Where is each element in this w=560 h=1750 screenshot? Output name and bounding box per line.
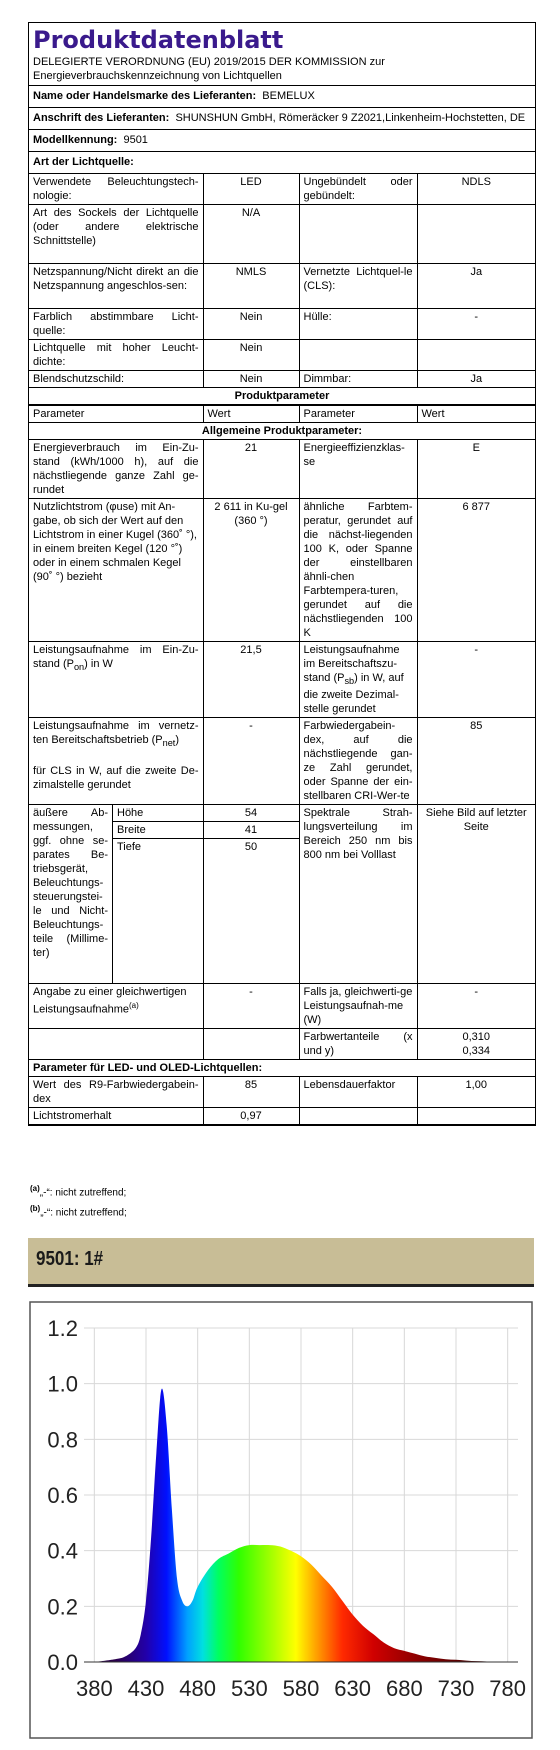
regulation-text: DELEGIERTE VERORDNUNG (EU) 2019/2015 DER KOMMISSION zur Energieverbrauchskennzeichnung von Lichtquellen: [33, 56, 385, 82]
flux-label: Nutzlichtstrom (φuse) mit An-gabe, ob sich der Wert auf den Lichtstrom in einer Kugel (360˚ °), in einem breiten Kegel (120 °˚) oder in einem schmalen Kegel (90˚ °) bezieht: [29, 499, 203, 642]
light-param-label2: Ungebündelt oder gebündelt:: [299, 174, 417, 205]
depth-label: Tiefe: [117, 841, 142, 854]
supplier-value: BEMELUX: [262, 90, 315, 102]
width-label: Breite: [113, 822, 203, 839]
light-param-label: Netzspannung/Nicht direkt an die Netzspannung angeschlos-sen:: [29, 264, 203, 309]
light-param-label2: [299, 340, 417, 371]
param-header-row: [29, 406, 535, 423]
led-param-row: [29, 1108, 535, 1125]
x-tick-label: 780: [489, 1676, 527, 1701]
product-datasheet: [28, 22, 536, 1126]
efficiency-class-label: Energieeffizienzklas-se: [299, 440, 417, 499]
address-label: Anschrift des Lieferanten:: [33, 112, 170, 124]
led-param-label2: [299, 1108, 417, 1125]
light-param-label2: [299, 205, 417, 264]
light-param-label2: Dimmbar:: [299, 371, 417, 388]
x-tick-label: 530: [230, 1676, 268, 1701]
light-param-value: Nein: [203, 371, 299, 388]
cri-label: Farbwiedergabein-dex, auf die nächstliegende gan-ze Zahl gerundet, oder Spanne der ein-stellbaren CRI-Wer-te: [299, 718, 417, 805]
spectrum-title: 9501: 1#: [36, 1248, 104, 1270]
cri-value: 85: [417, 718, 535, 805]
equivalent-power-row: [29, 984, 535, 1029]
power-on-value: 21,5: [203, 642, 299, 718]
param-header: Parameter: [299, 406, 417, 423]
network-standby-value: -: [203, 718, 299, 805]
light-param-value: Nein: [203, 340, 299, 371]
led-param-value: 0,97: [203, 1108, 299, 1125]
light-param-label: Lichtquelle mit hoher Leucht-dichte:: [29, 340, 203, 371]
product-params-heading: Produktparameter: [29, 388, 535, 405]
y-tick-label: 0.4: [47, 1538, 78, 1564]
general-params-heading: Allgemeine Produktparameter:: [29, 423, 535, 440]
y-tick-label: 0.2: [47, 1594, 78, 1620]
light-type-row: [29, 174, 535, 205]
chart-frame: [30, 1302, 532, 1738]
led-param-value: 85: [203, 1077, 299, 1108]
footnote: $^{(a)}$„-“: nicht zutreffend;: [30, 1184, 127, 1199]
chromaticity-row: [29, 1029, 535, 1060]
led-param-label2: Lebensdauerfaktor: [299, 1077, 417, 1108]
light-param-value2: Ja: [417, 264, 535, 309]
light-type-table: [29, 173, 535, 405]
cct-label: ähnliche Farbtem-peratur, gerundet auf die nächst-liegenden 100 K, oder Spanne der einstellbaren ähnli-chen Farbtempera-turen, gerundet auf die nächstliegenden 100 K: [299, 499, 417, 642]
dimensions-row: [29, 805, 535, 984]
light-param-label: Verwendete Beleuchtungstech-nologie:: [29, 174, 203, 205]
address-row: [29, 107, 535, 129]
light-param-value2: Ja: [417, 371, 535, 388]
led-param-value2: 1,00: [417, 1077, 535, 1108]
light-param-value2: [417, 340, 535, 371]
dimensions-cell: [29, 805, 203, 984]
light-param-label2: Hülle:: [299, 309, 417, 340]
light-type-row: [29, 309, 535, 340]
led-params-heading: Parameter für LED- und OLED-Lichtquellen:: [29, 1060, 535, 1077]
light-param-value2: -: [417, 309, 535, 340]
product-params-table: [29, 405, 535, 1125]
light-param-value2: [417, 205, 535, 264]
spectrum-value: Siehe Bild auf letzter Seite: [417, 805, 535, 984]
light-type-heading: Art der Lichtquelle:: [29, 151, 535, 173]
standby-power-label: Leistungsaufnahme im Bereitschaftszu-stand $(P_{sb})$ in W, auf die zweite Dezimal-stelle gerundet: [299, 642, 417, 718]
height-label: Höhe: [113, 805, 203, 822]
y-tick-label: 1.0: [47, 1371, 78, 1397]
footnote: $^{(b)}$„-“: nicht zutreffend;: [30, 1204, 127, 1219]
led-param-value2: [417, 1108, 535, 1125]
light-type-row: [29, 371, 535, 388]
efficiency-class-value: E: [417, 440, 535, 499]
light-param-value: Nein: [203, 309, 299, 340]
height-value: 54: [204, 805, 299, 822]
light-param-label: Art des Sockels der Lichtquelle (oder andere elektrische Schnittstelle): [29, 205, 203, 264]
x-tick-label: 680: [385, 1676, 423, 1701]
value-header: Wert: [203, 406, 299, 423]
led-param-row: [29, 1077, 535, 1108]
standby-power-value: -: [417, 642, 535, 718]
light-param-label2: Vernetzte Lichtquel-le (CLS):: [299, 264, 417, 309]
y-tick-label: 0.8: [47, 1427, 78, 1453]
power-on-label: Leistungsaufnahme im Ein-Zu-stand $(P_{on})$ in W: [29, 642, 203, 718]
light-type-row: [29, 340, 535, 371]
light-param-value2: NDLS: [417, 174, 535, 205]
supplier-row: [29, 85, 535, 107]
led-param-label: Lichtstromerhalt: [29, 1108, 203, 1125]
equivalent-power-w-label: Falls ja, gleichwerti-ge Leistungsaufnah-me (W): [299, 984, 417, 1029]
address-value: SHUNSHUN GmbH, Römeräcker 9 Z2021,Linkenheim-Hochstetten, DE: [175, 112, 526, 124]
network-standby-label: Leistungsaufnahme im vernetz-ten Bereitschaftsbetrieb $(P_{net})$ für CLS in W, auf die zweite De-zimalstelle gerundet: [29, 718, 203, 805]
page-title: Produktdatenblatt: [33, 26, 284, 54]
light-param-value: NMLS: [203, 264, 299, 309]
value-header: Wert: [417, 406, 535, 423]
x-tick-label: 630: [334, 1676, 372, 1701]
x-tick-label: 730: [437, 1676, 475, 1701]
chromaticity-label: Farbwertanteile (x und y): [299, 1029, 417, 1060]
light-type-row: [29, 205, 535, 264]
param-header: Parameter: [29, 406, 203, 423]
spectrum-header: [28, 1238, 534, 1287]
energy-value: 21: [203, 440, 299, 499]
supplier-label: Name oder Handelsmarke des Lieferanten:: [33, 90, 257, 102]
spectrum-label: Spektrale Strah-lungsverteilung im Bereich 250 nm bis 800 nm bei Volllast: [299, 805, 417, 984]
x-tick-label: 480: [179, 1676, 217, 1701]
cct-value: 6 877: [417, 499, 535, 642]
title-block: [29, 23, 535, 85]
y-tick-label: 1.2: [47, 1316, 78, 1341]
flux-row: [29, 499, 535, 642]
y-tick-label: 0.6: [47, 1483, 78, 1508]
equivalent-power-w-value: -: [417, 984, 535, 1029]
flux-value: 2 611 in Ku-gel (360 °): [203, 499, 299, 642]
light-param-label: Farblich abstimmbare Licht-quelle:: [29, 309, 203, 340]
equivalent-power-value: -: [203, 984, 299, 1029]
light-param-value: LED: [203, 174, 299, 205]
model-value: 9501: [123, 134, 148, 146]
x-tick-label: 580: [282, 1676, 320, 1701]
network-standby-row: [29, 718, 535, 805]
led-param-label: Wert des R9-Farbwiedergabein-dex: [29, 1077, 203, 1108]
chromaticity-value: 0,310 0,334: [417, 1029, 535, 1060]
energy-row: [29, 440, 535, 499]
energy-label: Energieverbrauch im Ein-Zu-stand (kWh/1000 h), auf die nächstliegende ganze Zahl ge-rundet: [29, 440, 203, 499]
dimensions-values: [203, 805, 299, 984]
light-param-label: Blendschutzschild:: [29, 371, 203, 388]
equivalent-power-label: Angabe zu einer gleichwertigen Leistungsaufnahme$^{(a)}$: [29, 984, 203, 1029]
depth-value: 50: [244, 841, 258, 854]
y-tick-label: 0.0: [47, 1650, 78, 1675]
model-label: Modellkennung:: [33, 134, 118, 146]
footnotes: [30, 1181, 127, 1222]
model-row: [29, 129, 535, 151]
dimensions-label: äußere Ab-messungen, ggf. ohne se-parates Be-triebsgerät, Beleuchtungs-steuerungstei-le und Nicht-Beleuchtungs-teile (Millime-ter): [29, 805, 113, 983]
x-tick-label: 380: [75, 1676, 113, 1701]
light-type-row: [29, 264, 535, 309]
power-on-row: [29, 642, 535, 718]
light-param-value: N/A: [203, 205, 299, 264]
spectrum-chart: [28, 1300, 534, 1740]
x-tick-label: 430: [127, 1676, 165, 1701]
width-value: 41: [204, 822, 299, 839]
